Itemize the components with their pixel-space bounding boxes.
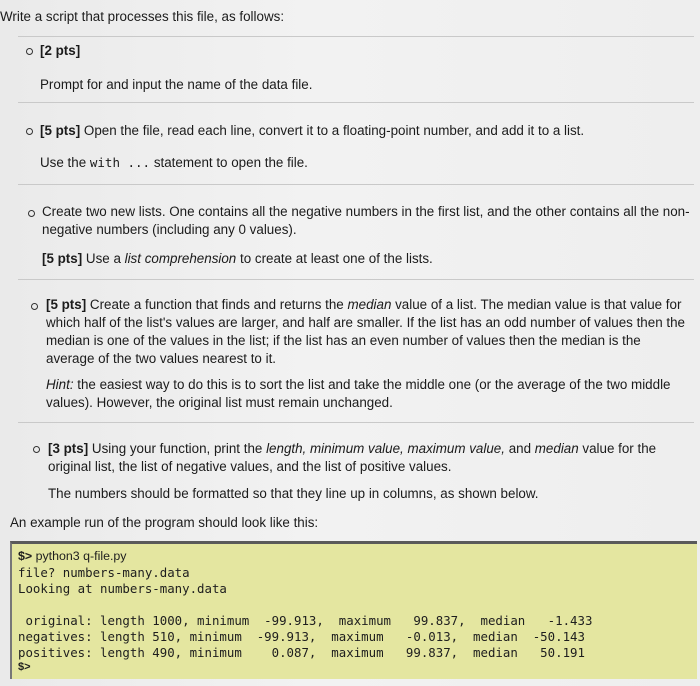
divider [18, 422, 694, 423]
divider [18, 184, 694, 185]
bullet-icon [26, 48, 33, 55]
terminal-row-negatives: negatives: length 510, minimum -99.913, maximum -0.013, median -50.143 [18, 629, 585, 644]
bullet-icon [26, 128, 33, 135]
item5-text: [3 pts] Using your function, print the length, minimum value, maximum value, and median value for the original list, the list of negative values, and the list of positive values. [48, 441, 657, 474]
terminal-line: Looking at numbers-many.data [18, 581, 227, 596]
item1-points: [2 pts] [40, 43, 81, 58]
example-intro: An example run of the program should look like this: [10, 515, 319, 530]
item2-subtext: Use the with ... statement to open the file. [40, 155, 308, 170]
terminal-final-prompt: $> [18, 661, 31, 673]
intro-text: Write a script that processes this file, as follows: [0, 9, 285, 24]
item4-text: [5 pts] Create a function that finds and returns the median value of a list. The median value is that value for which half of the list's values are larger, and half are smaller. If the list has an odd number of values then the median is one of the values in the list; if the list has an even number of values then the median is the average of the two values nearest to it. [46, 297, 685, 366]
terminal-line: file? numbers-many.data [18, 565, 190, 580]
item2-text: [5 pts] Open the file, read each line, convert it to a floating-point number, and add it to a list. [40, 123, 585, 138]
bullet-icon [28, 210, 35, 217]
item1-text: Prompt for and input the name of the data file. [40, 77, 313, 92]
terminal-row-positives: positives: length 490, minimum 0.087, maximum 99.837, median 50.191 [18, 645, 585, 660]
terminal-row-original: original: length 1000, minimum -99.913, maximum 99.837, median -1.433 [18, 613, 593, 628]
divider [18, 279, 694, 280]
terminal-command-line: $> python3 q-file.py [18, 549, 127, 563]
terminal-example [10, 541, 697, 679]
divider [18, 36, 694, 37]
bullet-icon [33, 446, 40, 453]
bullet-icon [31, 303, 38, 310]
divider [18, 102, 694, 103]
item5-format-note: The numbers should be formatted so that they line up in columns, as shown below. [48, 486, 539, 501]
item3-text: Create two new lists. One contains all the negative numbers in the first list, and the other contains all the non-negative numbers (including any 0 values). [42, 204, 690, 237]
item4-hint: Hint: the easiest way to do this is to sort the list and take the middle one (or the average of the two middle values). However, the original list must remain unchanged. [46, 377, 671, 410]
item3-subtext: [5 pts] Use a list comprehension to create at least one of the lists. [42, 251, 433, 266]
